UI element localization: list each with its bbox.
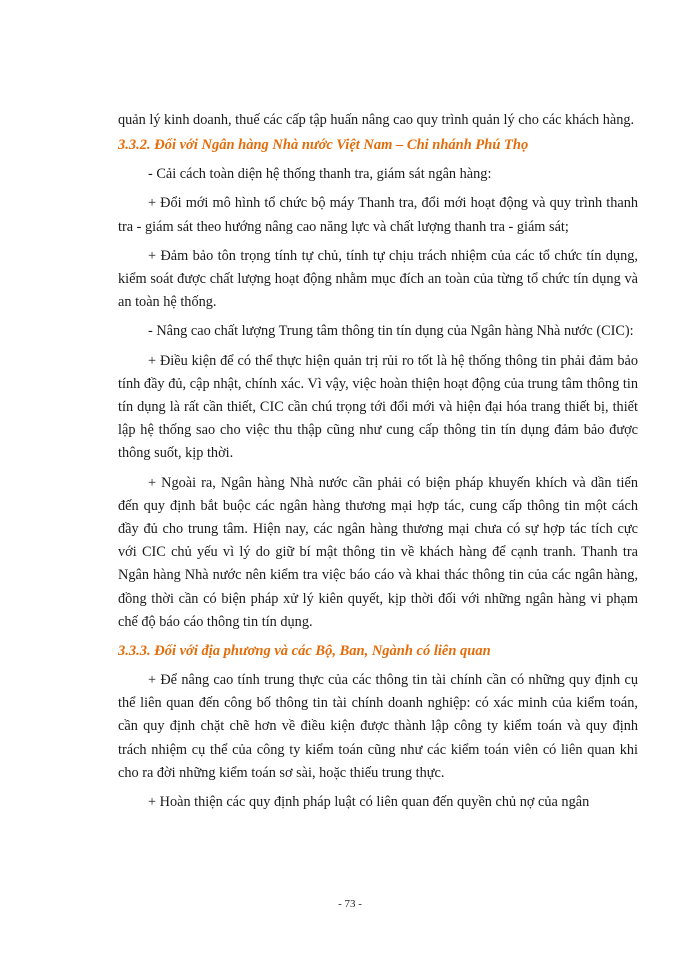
paragraph-creditor-rights: + Hoàn thiện các quy định pháp luật có liên quan đến quyền chủ nợ của ngân — [148, 794, 590, 811]
section-heading-3-3-2: 3.3.2. Đối với Ngân hàng Nhà nước Việt Nam – Chi nhánh Phú Thọ — [118, 137, 529, 154]
document-body — [118, 109, 638, 820]
paragraph-financial-info: + Để nâng cao tính trung thực của các thông tin tài chính cần có những quy định cụ thể liên quan đến công bố thông tin tài chính doanh nghiệp: có xác minh của kiểm toán, cần quy định chặt chẽ hơn về điều kiện được thành lập công ty kiểm toán và quy định trách nhiệm cụ thể của công ty kiểm toán cũng như các kiểm toán viên có liên quan khi cho ra đời những kiểm toán sơ sài, hoặc thiếu trung thực. — [118, 672, 638, 781]
section-heading-3-3-3: 3.3.3. Đối với địa phương và các Bộ, Ban, Ngành có liên quan — [118, 643, 491, 660]
page-number: - 73 - — [338, 898, 362, 910]
paragraph-risk-management: + Điều kiện để có thể thực hiện quản trị rủi ro tốt là hệ thống thông tin phải đảm bảo tính đầy đủ, cập nhật, chính xác. Vì vậy, việc hoàn thiện hoạt động của trung tâm thông tin tín dụng là rất cần thiết, CIC cần chú trọng tới đổi mới và hiện đại hóa trang thiết bị, thiết lập hệ thống sao cho việc thu thập cũng như cung cấp thông tin tín dụng đảm bảo được thông suốt, kịp thời. — [118, 352, 638, 462]
paragraph-inspection-reform: - Cải cách toàn diện hệ thống thanh tra, giám sát ngân hàng: — [148, 166, 492, 183]
paragraph-cic-quality: - Nâng cao chất lượng Trung tâm thông tin tín dụng của Ngân hàng Nhà nước (CIC): — [148, 323, 634, 340]
paragraph-cic-cooperation: + Ngoài ra, Ngân hàng Nhà nước cần phải có biện pháp khuyến khích và dần tiến đến quy định bắt buộc các ngân hàng thương mại hợp tác, cung cấp thông tin một cách đầy đủ cho trung tâm. Hiện nay, các ngân hàng thương mại chưa có sự hợp tác tích cực với CIC chủ yếu vì lý do giữ bí mật thông tin về khách hàng để cạnh tranh. Thanh tra Ngân hàng Nhà nước nên kiểm tra việc báo cáo và khai thác thông tin của các ngân hàng, đồng thời cần có biện pháp xử lý kiên quyết, kịp thời đối với những ngân hàng vi phạm chế độ báo cáo thông tin tín dụng. — [118, 474, 638, 630]
paragraph-inspection-model: + Đổi mới mô hình tổ chức bộ máy Thanh tra, đổi mới hoạt động và quy trình thanh tra - giám sát theo hướng nâng cao năng lực và chất lượng thanh tra - giám sát; — [118, 195, 638, 235]
paragraph-credit-autonomy: + Đảm bảo tôn trọng tính tự chủ, tính tự chịu trách nhiệm của các tổ chức tín dụng, kiểm soát được chất lượng hoạt động nhằm mục đích an toàn của từng tổ chức tín dụng và an toàn hệ thống. — [118, 247, 638, 311]
paragraph-continuation: quản lý kinh doanh, thuế các cấp tập huấn nâng cao quy trình quản lý cho các khách hàng. — [118, 112, 635, 128]
